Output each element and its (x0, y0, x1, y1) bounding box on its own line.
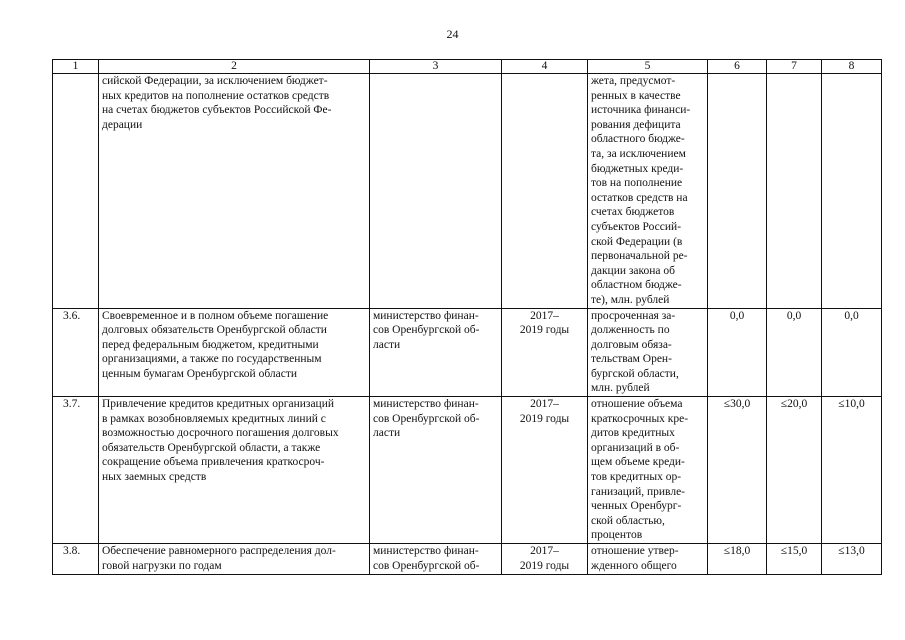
page-number: 24 (446, 27, 459, 41)
measure-text: сийской Федерации, за исключением бюджет- ных кредитов на пополнение остатков средств на счетах бюджетов субъектов Российской Фе- дерации (102, 75, 332, 131)
value-2017: ≤30,0 (723, 398, 751, 411)
indicator-text: просроченная за- долженность по долговым обяза- тельствам Орен- бургской области, млн. рублей (591, 309, 679, 395)
table-row (53, 308, 882, 397)
table-row (53, 397, 882, 544)
period-text: 2017– 2019 годы (519, 398, 570, 425)
executor-text: министерство финан- сов Оренбургской об- ласти (373, 309, 480, 351)
column-header: 8 (822, 60, 882, 74)
value-2017: ≤18,0 (723, 545, 751, 557)
value-2019: ≤10,0 (838, 398, 865, 411)
measure-text: Своевременное и в полном объеме погашение долговых обязательств Оренбургской области перед федеральным бюджетом, кредитными организациями, а также по государственным ценным бумагам Оренбургской области (102, 309, 329, 380)
value-2019: 0,0 (844, 309, 859, 322)
value-2018: 0,0 (786, 309, 802, 322)
indicator-text: отношение утвер- жденного общего (591, 545, 679, 572)
period-text: 2017– 2019 годы (519, 309, 570, 337)
column-header: 1 (53, 60, 99, 74)
column-header: 3 (370, 60, 502, 74)
row-number: 3.8. (63, 545, 81, 557)
measures-table (52, 59, 882, 575)
value-2018: ≤20,0 (780, 398, 808, 411)
column-header: 7 (767, 60, 822, 74)
table-row (53, 544, 882, 575)
indicator-text: жета, предусмот- ренных в качестве источника финанси- рования дефицита областного бюдже- та, за исключением бюджетных креди- тов на пополнение остатков средств на счетах бюджетов субъектов Россий- ской Федерации (в первоначальной ре- дакции закона об областном бюдже- те), млн. рублей (591, 75, 691, 306)
value-2019: ≤13,0 (838, 545, 865, 557)
measure-text: Обеспечение равномерного распределения дол- говой нагрузки по годам (102, 545, 336, 572)
period-text: 2017– 2019 годы (519, 545, 570, 572)
value-2018: ≤15,0 (780, 545, 808, 557)
measure-text: Привлечение кредитов кредитных организаций в рамках возобновляемых кредитных линий с возможностью досрочного погашения долговых обязательств Оренбургской области, а также сокращение объема привлечения краткосроч- ных заемных средств (102, 398, 339, 484)
column-header: 4 (502, 60, 588, 74)
column-header: 2 (99, 60, 370, 74)
executor-text: министерство финан- сов Оренбургской об- ласти (373, 398, 480, 440)
column-number-row (53, 60, 882, 74)
column-header: 6 (708, 60, 767, 74)
row-number: 3.6. (63, 309, 81, 322)
executor-text: министерство финан- сов Оренбургской об- (373, 545, 480, 572)
row-number: 3.7. (63, 398, 81, 411)
indicator-text: отношение объема краткосрочных кре- дитов кредитных организаций в об- щем объеме креди- тов кредитных ор- ганизаций, привле- ченных Оренбург- ской областью, процентов (591, 398, 689, 542)
table-row (53, 74, 882, 309)
value-2017: 0,0 (729, 309, 745, 322)
column-header: 5 (588, 60, 708, 74)
